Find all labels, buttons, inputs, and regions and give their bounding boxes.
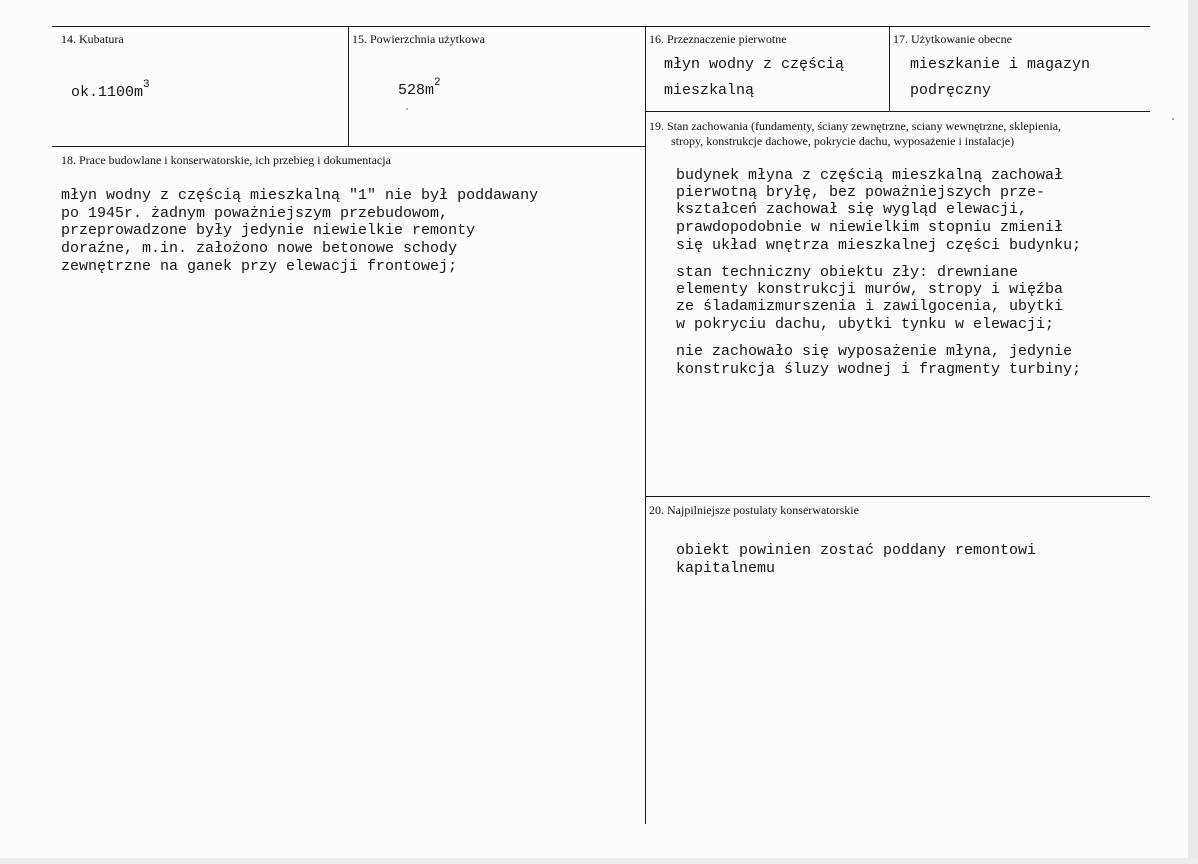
field-19-p2-line-2: elementy konstrukcji murów, stropy i więźba (676, 281, 1064, 298)
field-18-label: 18. Prace budowlane i konserwatorskie, ich przebieg i dokumentacja (61, 153, 391, 167)
field-19-p2-line-3: ze śladamizmurszenia i zawilgocenia, ubytki (676, 298, 1064, 315)
field-15-exponent: 2 (434, 77, 441, 89)
field-16-label: 16. Przeznaczenie pierwotne (649, 32, 787, 46)
field-19-p2-line-1: stan techniczny obiektu zły: drewniane (676, 264, 1019, 281)
field-14-value (71, 79, 150, 102)
field-19-p1-line-2: pierwotną bryłę, bez poważniejszych prze- (676, 184, 1046, 201)
field-16-line-1: młyn wodny z częścią (664, 56, 845, 73)
field-14-label: 14. Kubatura (61, 32, 124, 46)
divider-14-15 (348, 26, 349, 147)
field-19-p3-line-1: nie zachowało się wyposażenie młyna, jedynie (676, 343, 1073, 360)
field-15-label: 15. Powierzchnia użytkowa (352, 32, 485, 46)
field-19-p1-line-1: budynek młyna z częścią mieszkalną zachował (676, 167, 1064, 184)
field-18-line-1: młyn wodny z częścią mieszkalną "1" nie był poddawany (61, 187, 539, 204)
card-edge (1188, 0, 1198, 864)
field-18-line-3: przeprowadzone były jedynie niewielkie remonty (61, 222, 476, 239)
rule-below-16-17 (645, 111, 1150, 112)
field-19-label-line-2: stropy, konstrukcje dachowe, pokrycie dachu, wyposażenie i instalacje) (671, 134, 1015, 148)
field-14-exponent: 3 (143, 79, 150, 91)
field-19-label-line-1: 19. Stan zachowania (fundamenty, ściany zewnętrzne, sciany wewnętrzne, sklepienia, (649, 119, 1062, 133)
field-19-p1-line-3: kształceń zachował się wygląd elewacji, (676, 201, 1028, 218)
rule-above-20 (645, 496, 1150, 497)
field-19-p3-line-2: konstrukcja śluzy wodnej i fragmenty turbiny; (676, 361, 1082, 378)
field-18-line-5: zewnętrzne na ganek przy elewacji frontowej; (61, 258, 458, 275)
field-14-number: ok.1100m (71, 84, 144, 101)
card-edge-bottom (0, 858, 1198, 864)
field-15-number: 528m (398, 82, 435, 99)
field-15-value (398, 77, 441, 100)
field-19-p1-line-5: się układ wnętrza mieszkalnej części budynku; (676, 237, 1082, 254)
rule-below-14-15 (52, 146, 646, 147)
field-20-label: 20. Najpilniejsze postulaty konserwatorskie (649, 503, 859, 517)
field-17-line-1: mieszkanie i magazyn (910, 56, 1091, 73)
field-20-line-2: kapitalnemu (676, 560, 776, 577)
paper-speck (1172, 118, 1174, 120)
field-19-p2-line-4: w pokryciu dachu, ubytki tynku w elewacji; (676, 316, 1055, 333)
field-17-line-2: podręczny (910, 82, 992, 99)
field-17-label: 17. Użytkowanie obecne (893, 32, 1012, 46)
field-20-line-1: obiekt powinien zostać poddany remontowi (676, 542, 1037, 559)
field-18-line-2: po 1945r. żadnym poważniejszym przebudowom, (61, 205, 449, 222)
top-rule (52, 26, 1150, 27)
field-19-p1-line-4: prawdopodobnie w niewielkim stopniu zmienił (676, 219, 1064, 236)
field-16-line-2: mieszkalną (664, 82, 755, 99)
divider-16-17 (889, 26, 890, 112)
field-18-line-4: doraźne, m.in. założono nowe betonowe schody (61, 240, 458, 257)
paper-speck (406, 108, 408, 110)
